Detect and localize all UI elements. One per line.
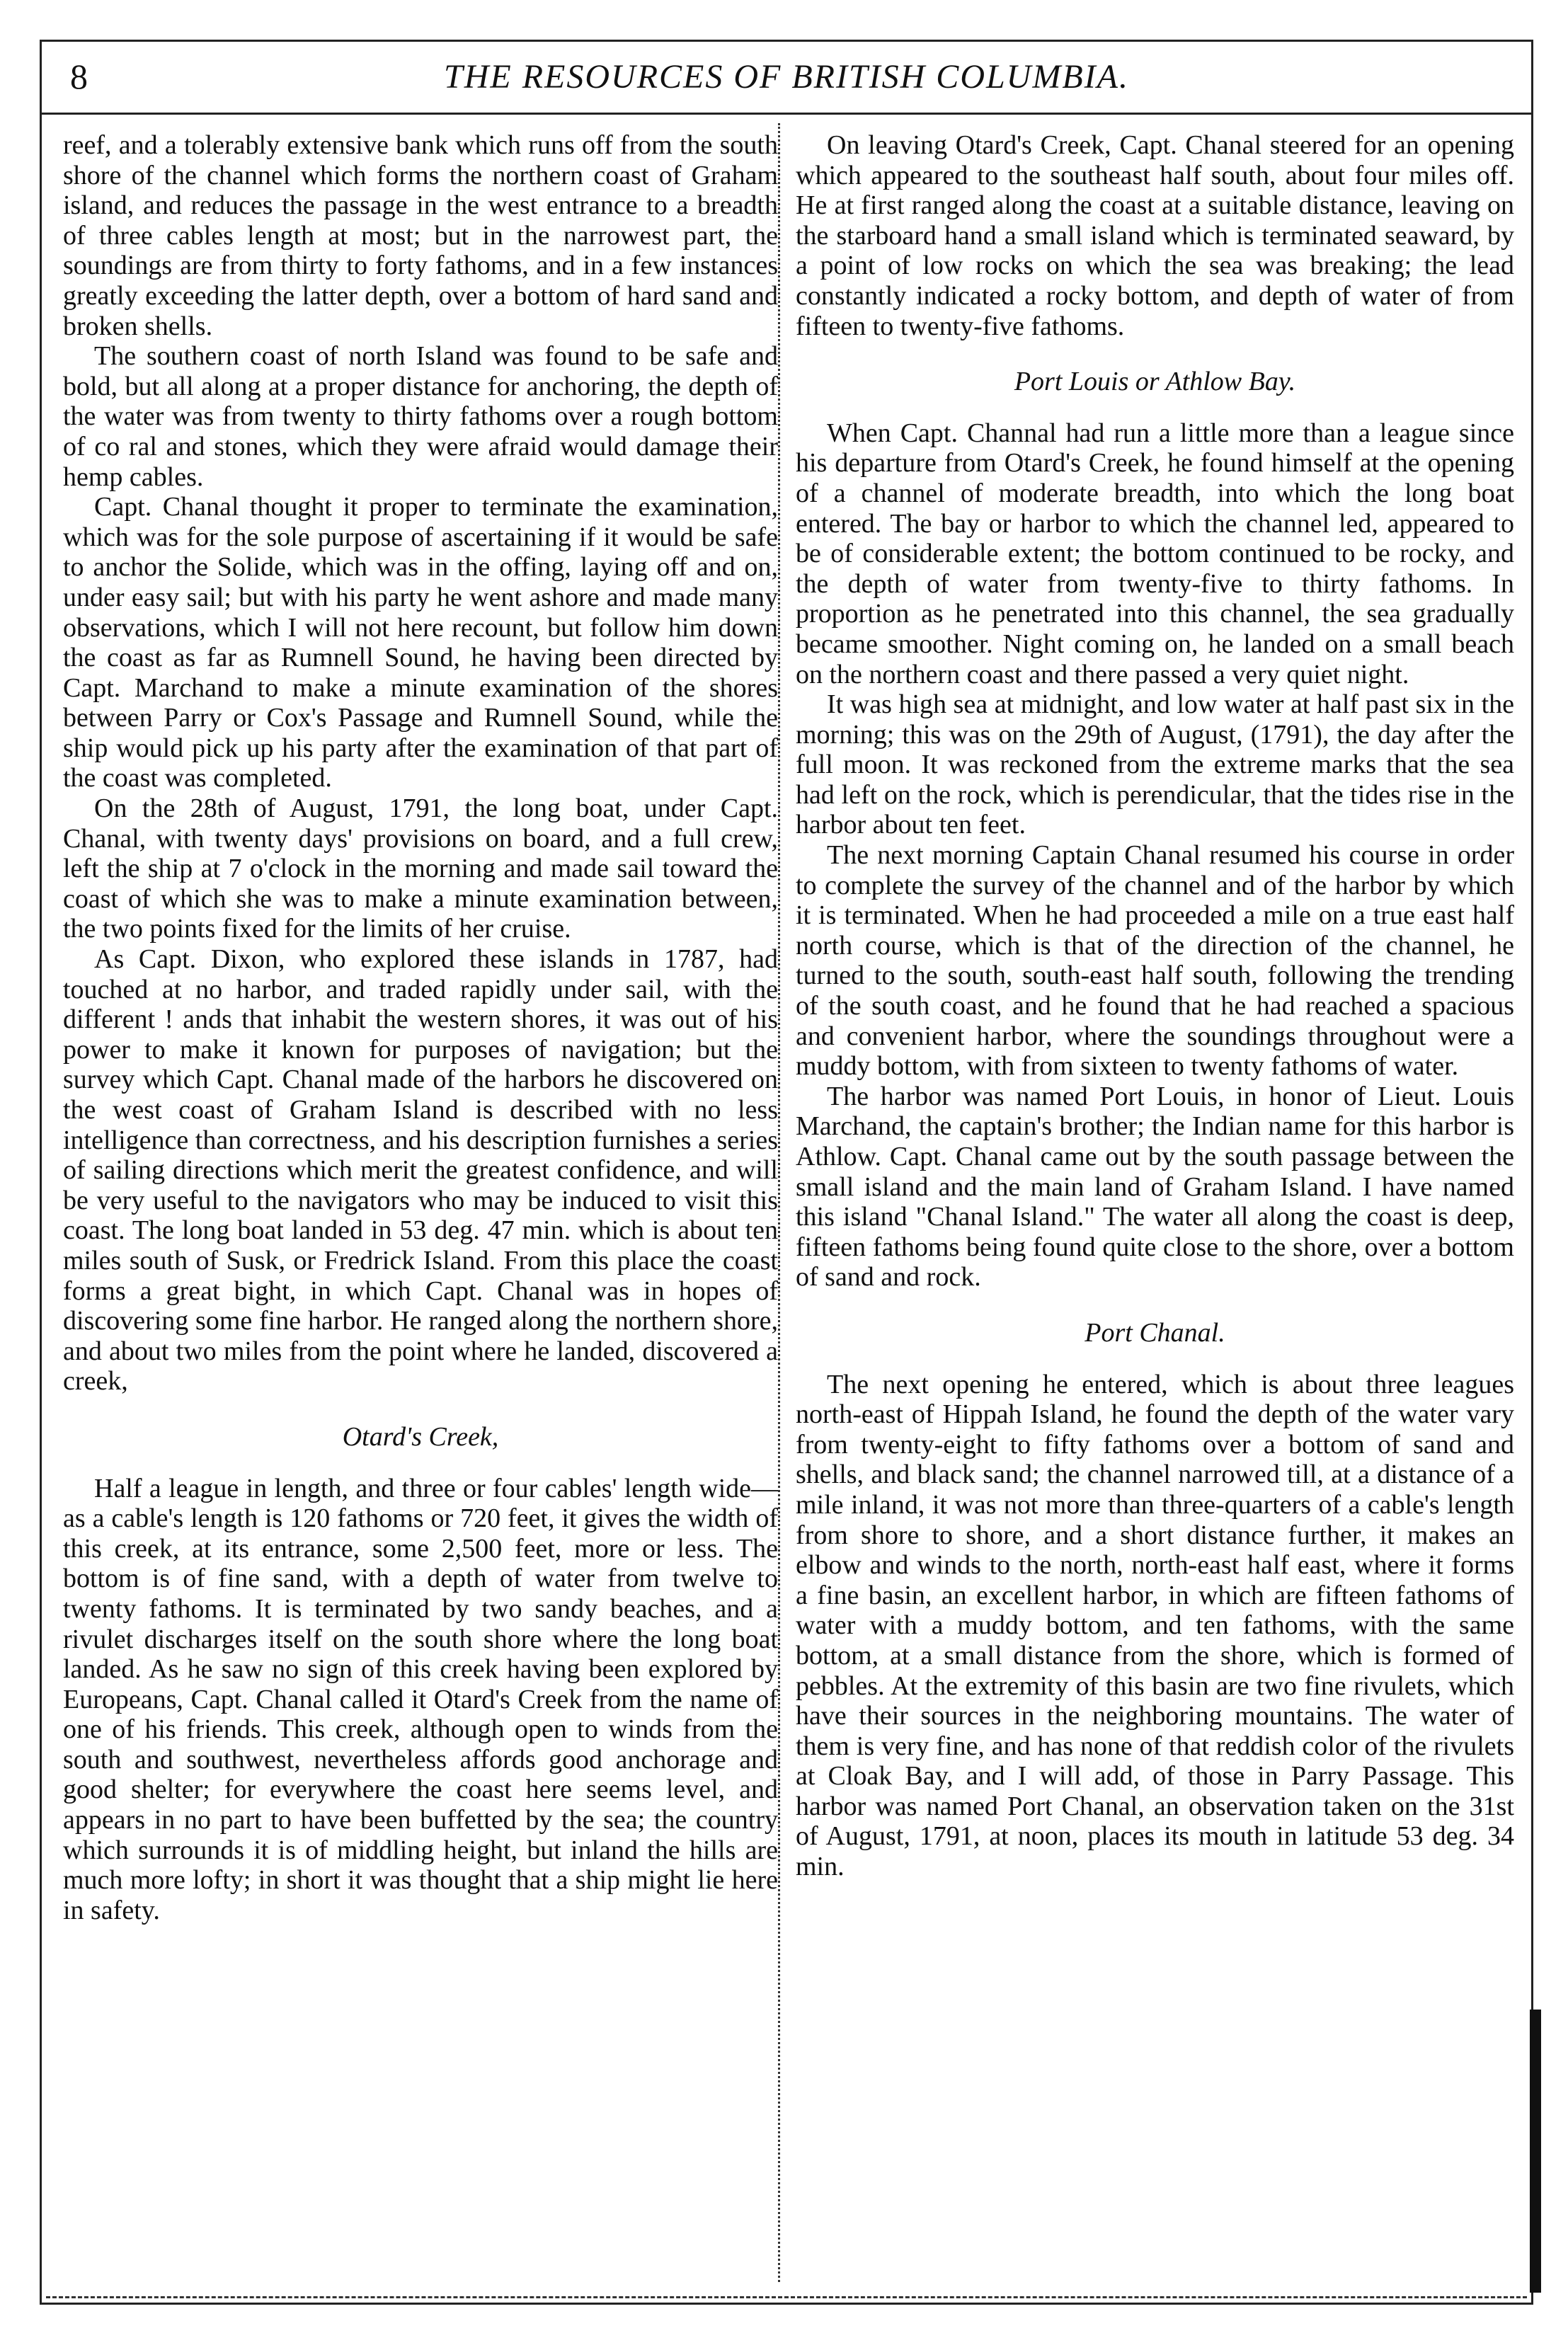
running-title: THE RESOURCES OF BRITISH COLUMBIA. [444,58,1129,96]
page-header [42,42,1531,115]
paragraph: Capt. Chanal thought it proper to terminate the examination, which was for the sole purpose of ascertaining if it would be safe to anchor the Solide, which was in the offing, laying off and on, under easy sail; but with his party he went ashore and made many observations, which I will not here recount, but follow him down the coast as far as Rumnell Sound, he having been directed by Capt. Marchand to make a minute examination of the shores between Parry or Cox's Passage and Rumnell Sound, while the ship would pick up his party after the examination of that part of the coast was completed. [63,492,778,793]
page-edge-mark [1530,2010,1541,2293]
paragraph: The harbor was named Port Louis, in honor of Lieut. Louis Marchand, the captain's brother; the Indian name for this harbor is Athlow. Capt. Chanal came out by the south passage between the small island and the main land of Graham Island. I have named this island "Chanal Island." The water all along the coast is deep, fifteen fathoms being found quite close to the shore, over a bottom of sand and rock. [796,1081,1514,1292]
page-number: 8 [70,57,88,96]
newspaper-page [40,40,1533,2305]
paragraph: The next opening he entered, which is about three leagues north-east of Hippah Island, he found the depth of the water vary from twenty-eight to fifty fathoms over a bottom of sand and shells, and black sand; the channel narrowed till, at a distance of a mile inland, it was not more than three-quarters of a cable's length from shore to shore, and a short distance further, it makes an elbow and winds to the north, north-east half east, where it forms a fine basin, an excellent harbor, in which are fifteen fathoms of water with a muddy bottom, and ten fathoms, with the same bottom, at a small distance from the shore, which is formed of pebbles. At the extremity of this basin are two fine rivulets, which have their sources in the neighboring mountains. The water of them is very fine, and has none of that reddish color of the rivulets at Cloak Bay, and I will add, of those in Parry Passage. This harbor was named Port Chanal, an observation taken on the 31st of August, 1791, at noon, places its mouth in latitude 53 deg. 34 min. [796,1369,1514,1882]
section-heading: Port Louis or Athlow Bay. [1014,367,1296,397]
paragraph: The next morning Captain Chanal resumed his course in order to complete the survey of the channel and of the harbor by which it is terminated. When he had proceeded a mile on a true east half north course, which is that of the direction of the channel, he turned to the south, south-east half south, following the trending of the south coast, and he found that he had reached a spacious and convenient harbor, where the soundings throughout were a muddy bottom, with from sixteen to twenty fathoms of water. [796,840,1514,1082]
paragraph: On leaving Otard's Creek, Capt. Chanal steered for an opening which appeared to the southeast half south, about four miles off. He at first ranged along the coast at a suitable distance, leaving on the starboard hand a small island which is terminated seaward, by a point of low rocks on which the sea was breaking; the lead constantly indicated a rocky bottom, and depth of water of from fifteen to twenty-five fathoms. [796,130,1514,341]
section-heading: Otard's Creek, [342,1421,499,1452]
paragraph: As Capt. Dixon, who explored these islands in 1787, had touched at no harbor, and traded rapidly under sail, with the different ! ands that inhabit the western shores, it was out of his power to make it known for purposes of navigation; but the survey which Capt. Chanal made of the harbors he discovered on the west coast of Graham Island is described with no less intelligence than correctness, and his description furnishes a series of sailing directions which merit the greatest confidence, and will be very useful to the navigators who may be induced to visit this coast. The long boat landed in 53 deg. 47 min. which is about ten miles south of Susk, or Fredrick Island. From this place the coast forms a great bight, in which Capt. Chanal was in hopes of discovering some fine harbor. He ranged along the northern shore, and about two miles from the point where he landed, discovered a creek, [63,944,778,1397]
paragraph: On the 28th of August, 1791, the long boat, under Capt. Chanal, with twenty days' provisions on board, and a full crew, left the ship at 7 o'clock in the morning and made sail toward the coast of which she was to make a minute examination between, the two points fixed for the limits of her cruise. [63,793,778,944]
left-column [63,130,778,1925]
paragraph: The southern coast of north Island was found to be safe and bold, but all along at a proper distance for anchoring, the depth of the water was from twenty to thirty fathoms over a rough bottom of co ral and stones, which they were afraid would damage their hemp cables. [63,341,778,492]
paragraph: Half a league in length, and three or four cables' length wide—as a cable's length is 120 fathoms or 720 feet, it gives the width of this creek, at its entrance, some 2,500 feet, more or less. The bottom is of fine sand, with a depth of water from twelve to twenty fathoms. It is terminated by two sandy beaches, and a rivulet discharges itself on the south shore where the long boat landed. As he saw no sign of this creek having been explored by Europeans, Capt. Chanal called it Otard's Creek from the name of one of his friends. This creek, although open to winds from the south and southwest, nevertheless affords good anchorage and good shelter; for everywhere the coast here seems level, and appears in no part to have been buffetted by the sea; the country which surrounds it is of middling height, but inland the hills are much more lofty; in short it was thought that a ship might lie here in safety. [63,1473,778,1925]
column-divider [778,123,780,2282]
paragraph: When Capt. Channal had run a little more than a league since his departure from Otard's Creek, he found himself at the opening of a channel of moderate breadth, into which the long boat entered. The bay or harbor to which the channel led, appeared to be of considerable extent; the bottom continued to be rocky, and the depth of water from twenty-five to thirty fathoms. In proportion as he penetrated into this channel, the sea gradually became smoother. Night coming on, he landed on a small beach on the northern coast and there passed a very quiet night. [796,418,1514,689]
right-column [796,130,1514,1882]
paragraph: reef, and a tolerably extensive bank which runs off from the south shore of the channel which forms the northern coast of Graham island, and reduces the passage in the west entrance to a breadth of three cables length at most; but in the narrowest part, the soundings are from thirty to forty fathoms, and in a few instances greatly exceeding the latter depth, over a bottom of hard sand and broken shells. [63,130,778,341]
paragraph: It was high sea at midnight, and low water at half past six in the morning; this was on the 29th of August, (1791), the day after the full moon. It was reckoned from the extreme marks that the sea had left on the rock, which is perendicular, that the tides rise in the harbor about ten feet. [796,689,1514,840]
section-heading: Port Chanal. [1085,1317,1225,1348]
